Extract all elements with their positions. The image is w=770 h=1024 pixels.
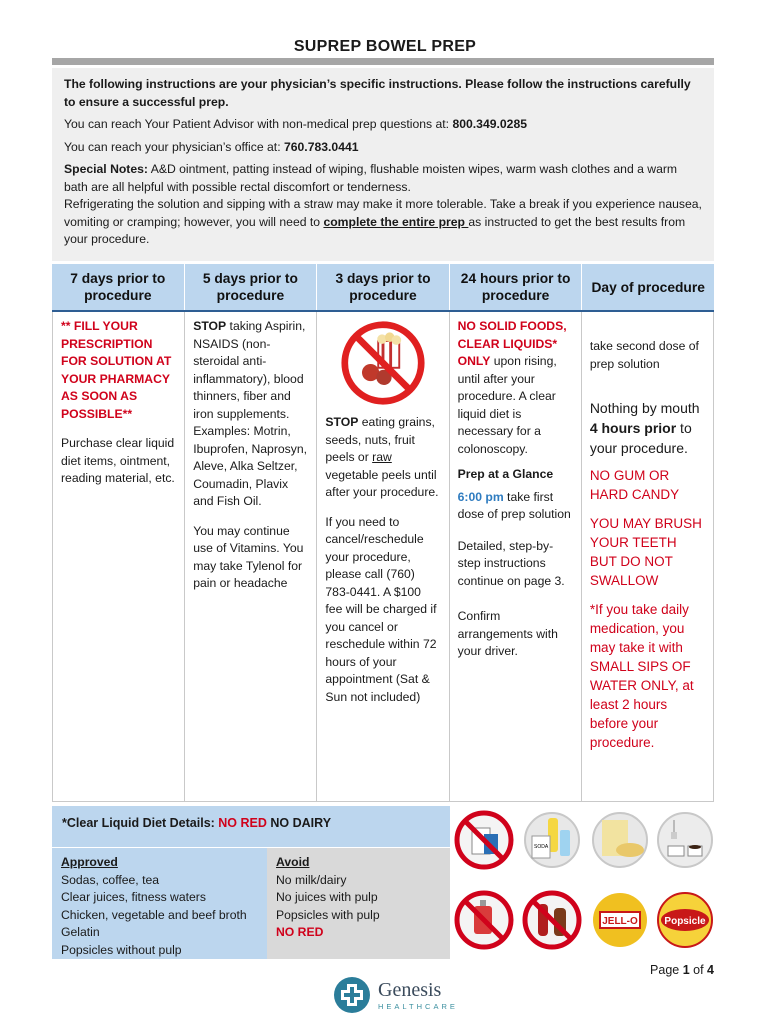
second-dose-note: take second dose of prep solution bbox=[589, 339, 699, 371]
intro-lead: The following instructions are your physician’s specific instructions. Please follow the instructions carefully to ensure a successful prep. bbox=[64, 77, 691, 109]
jello-label: JELL-O bbox=[602, 916, 638, 927]
list-item: Sodas, coffee, tea bbox=[61, 872, 160, 887]
col-5-days bbox=[184, 312, 316, 801]
header-7-days: 7 days prior to procedure bbox=[70, 271, 166, 303]
schedule-header-row bbox=[52, 264, 714, 312]
genesis-cross-icon bbox=[332, 975, 372, 1015]
logo-name: Genesis bbox=[378, 978, 442, 1001]
list-item: Popsicles without pulp bbox=[61, 942, 182, 957]
popsicle-label: Popsicle bbox=[664, 916, 706, 927]
col-24-hours bbox=[449, 312, 581, 801]
detailed-instructions-note: Detailed, step-by-step instructions continue on page 3. bbox=[457, 538, 565, 588]
header-day-of: Day of procedure bbox=[581, 264, 714, 310]
intro-box bbox=[52, 68, 714, 261]
list-item: No juices with pulp bbox=[276, 890, 378, 904]
approved-title: Approved bbox=[61, 855, 118, 869]
approved-list bbox=[52, 848, 267, 959]
confirm-driver-note: Confirm arrangements with your driver. bbox=[457, 609, 558, 658]
header-3-days: 3 days prior to procedure bbox=[316, 264, 449, 310]
office-phone: 760.783.0441 bbox=[283, 139, 359, 154]
jello-icon bbox=[590, 890, 650, 950]
col-day-of bbox=[581, 312, 713, 801]
logo-subtitle: HEALTHCARE bbox=[378, 1001, 458, 1011]
soda-label: SODA bbox=[534, 844, 549, 850]
list-item: Gelatin bbox=[61, 925, 100, 939]
list-item: No milk/dairy bbox=[276, 872, 347, 887]
stop-grains-note: STOP eating grains, seeds, nuts, fruit peels or raw vegetable peels until after your procedure. bbox=[325, 415, 439, 499]
no-red-soda-icon bbox=[522, 890, 582, 950]
genesis-logo bbox=[332, 972, 462, 1018]
advisor-phone: 800.349.0285 bbox=[452, 117, 528, 131]
vitamins-note: You may continue use of Vitamins. You may take Tylenol for pain or headache bbox=[193, 523, 304, 590]
diet-heading: *Clear Liquid Diet Details: NO RED NO DAIRY bbox=[52, 806, 450, 848]
cancel-note: If you need to cancel/reschedule your procedure, please call (760) 783-0441. A $100 fee will be charged if you cancel or reschedule within 72 hours of your appointment (Sat & Sun not included) bbox=[325, 514, 437, 704]
col-3-days bbox=[316, 312, 448, 801]
header-5-days: 5 days prior to procedure bbox=[184, 264, 317, 310]
no-gum-note: NO GUM OR HARD CANDY bbox=[589, 468, 680, 502]
no-solid-foods-note: NO SOLID FOODS, CLEAR LIQUIDS* ONLY upon rising, until after your procedure. A clear liquid diet is necessary for a colonoscopy. bbox=[457, 319, 567, 456]
list-item: Clear juices, fitness waters bbox=[61, 890, 206, 904]
purchase-note: Purchase clear liquid diet items, ointment, reading material, etc. bbox=[61, 436, 175, 485]
prep-at-glance-label: Prep at a Glance bbox=[457, 467, 554, 481]
broth-icon bbox=[590, 810, 650, 870]
avoid-list bbox=[267, 848, 450, 959]
schedule-table bbox=[52, 264, 714, 802]
clear-drinks-icon bbox=[522, 810, 582, 870]
header-24-hours: 24 hours prior to procedure bbox=[449, 264, 582, 310]
nothing-by-mouth-note: Nothing by mouth 4 hours prior to your procedure. bbox=[589, 400, 700, 456]
first-dose-note: 6:00 pm take first dose of prep solution bbox=[457, 489, 571, 521]
stop-medications-note: STOP taking Aspirin, NSAIDS (non-steroidal anti-inflammatory), blood thinners, fiber and iron supplements. Examples: Motrin, Ibuprofen, Naprosyn, Aleve, Alka Seltzer, Coumadin, Plavix and Fish Oil. bbox=[193, 319, 308, 508]
schedule-body-row bbox=[52, 312, 714, 802]
no-red-juice-icon bbox=[454, 890, 514, 950]
tea-coffee-icon bbox=[654, 810, 716, 870]
avoid-title: Avoid bbox=[276, 855, 310, 869]
daily-medication-note: *If you take daily medication, you may take it with SMALL SIPS OF WATER ONLY, at least 2 hours before your procedure. bbox=[589, 602, 694, 750]
title-divider bbox=[52, 58, 714, 65]
no-food-icon bbox=[340, 320, 426, 406]
list-item: Chicken, vegetable and beef broth bbox=[61, 907, 247, 922]
advisor-line: You can reach Your Patient Advisor with non-medical prep questions at: 800.349.0285 bbox=[64, 117, 528, 131]
office-line: You can reach your physician’s office at: 760.783.0441 bbox=[64, 139, 359, 154]
clear-liquid-diet-box bbox=[52, 806, 450, 959]
col-7-days bbox=[53, 312, 184, 801]
popsicle-icon bbox=[654, 890, 716, 950]
special-notes: Special Notes: A&D ointment, patting instead of wiping, flushable moisten wipes, warm wash clothes and a warm bath are all helpful with possible rectal discomfort or tenderness. bbox=[64, 162, 678, 194]
diet-pictures bbox=[454, 810, 716, 962]
page-title: SUPREP BOWEL PREP bbox=[293, 38, 477, 55]
fill-prescription-note: ** FILL YOUR PRESCRIPTION FOR SOLUTION AT YOUR PHARMACY AS SOON AS POSSIBLE** bbox=[61, 319, 172, 421]
list-item: NO RED bbox=[276, 925, 324, 939]
page-number: Page 1 of 4 bbox=[650, 963, 714, 977]
refrigerate-notes: Refrigerating the solution and sipping with a straw may make it more tolerable. Take a break if you experience nausea, vomiting or cramping; however, you will need to complete the entire prep as instructed to get the best results from your procedure. bbox=[64, 197, 702, 246]
list-item: Popsicles with pulp bbox=[276, 907, 380, 922]
no-milk-icon bbox=[454, 810, 514, 870]
brush-teeth-note: YOU MAY BRUSH YOUR TEETH BUT DO NOT SWALLOW bbox=[589, 516, 702, 588]
